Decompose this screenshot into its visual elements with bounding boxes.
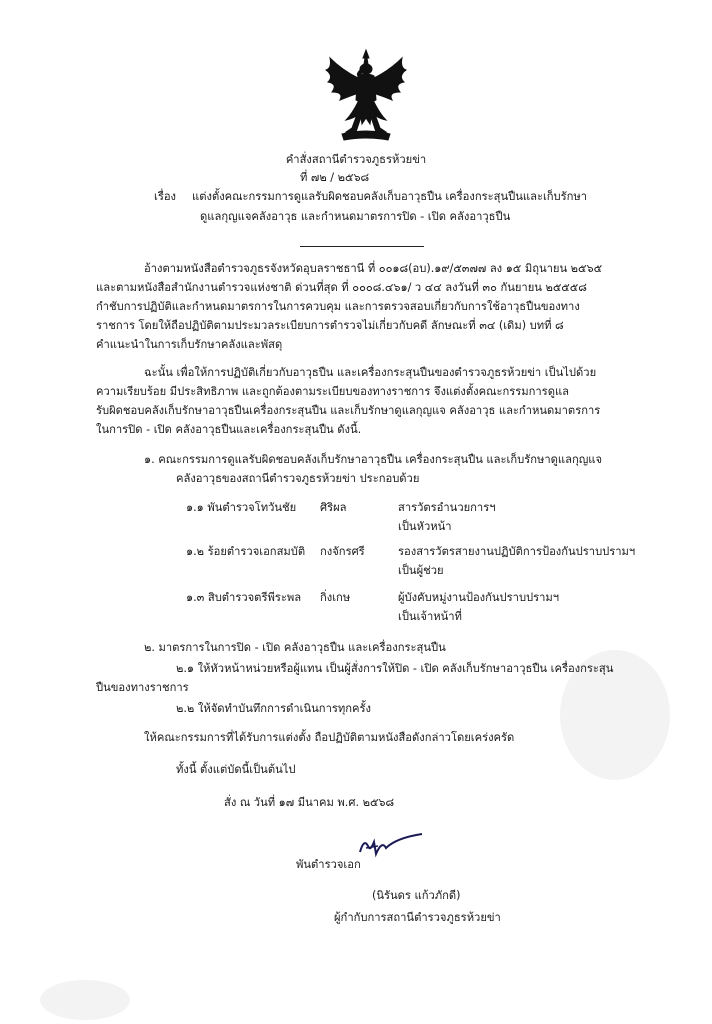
order-number: ที่ ๗๒ / ๒๕๖๘ [300, 171, 370, 184]
item1-line-1: ๑. คณะกรรมการดูแลรับผิดชอบคลังเก็บรักษาอาวุธปืน เครื่องกระสุนปืน และเก็บรักษาดูแลกุญแจ [144, 453, 603, 466]
intro-line-5: คำแนะนำในการเก็บรักษาคลังและพัสดุ [96, 338, 283, 351]
header-divider [300, 246, 424, 247]
para2-line-3: รับผิดชอบคลังเก็บรักษาอาวุธปืนเครื่องกระสุนปืน และเก็บรักษาดูแลกุญแจ คลังอาวุธ และกำหนดมาตรการ [96, 404, 601, 417]
member-role: เป็นเจ้าหน้าที่ [398, 610, 462, 623]
garuda-emblem-icon [322, 48, 410, 142]
order-date: สั่ง ณ วันที่ ๑๗ มีนาคม พ.ศ. ๒๕๖๘ [224, 796, 395, 809]
member-rank-name: ๑.๒ ร้อยตำรวจเอกสมบัติ [186, 545, 306, 558]
item1-line-2: คลังอาวุธของสถานีตำรวจภูธรห้วยข่า ประกอบด้วย [176, 472, 420, 485]
member-rank-name: ๑.๑ พันตำรวจโทวันชัย [186, 501, 297, 514]
member-surname: กงจักรศรี [320, 545, 365, 558]
subject-line-1: แต่งตั้งคณะกรรมการดูแลรับผิดชอบคลังเก็บอาวุธปืน เครื่องกระสุนปืนและเก็บรักษา [192, 190, 588, 203]
order-title: คำสั่งสถานีตำรวจภูธรห้วยข่า [285, 153, 427, 166]
member-position: สารวัตรอำนวยการฯ [398, 501, 496, 514]
scan-smudge [40, 980, 130, 1020]
intro-line-3: กำชับการปฏิบัติและกำหนดมาตรการในการควบคุม และการตรวจสอบเกี่ยวกับการใช้อาวุธปืนของทาง [96, 300, 580, 313]
intro-line-1: อ้างตามหนังสือตำรวจภูธรจังหวัดอุบลราชธานี ที่ ๐๐๑๘(อบ).๑๙/๕๓๗๗ ลง ๑๕ มิถุนายน ๒๕๖๕ [144, 262, 603, 275]
para2-line-2: ความเรียบร้อย มีประสิทธิภาพ และถูกต้องตามระเบียบของทางราชการ จึงแต่งตั้งคณะกรรมการดูแล [96, 385, 570, 398]
closing-line-2: ทั้งนี้ ตั้งแต่บัดนี้เป็นต้นไป [176, 763, 296, 776]
member-position: ผู้บังคับหมู่งานป้องกันปราบปรามฯ [398, 591, 560, 604]
item2-sub1-line-2: ปืนของทางราชการ [96, 681, 189, 694]
signer-rank: พันตำรวจเอก [296, 858, 361, 871]
subject-label: เรื่อง [154, 190, 177, 203]
signer-name: (นิรันดร แก้วภักดี) [372, 889, 461, 902]
member-position: รองสารวัตรสายงานปฏิบัติการป้องกันปราบปรามฯ [398, 545, 636, 558]
para2-line-1: ฉะนั้น เพื่อให้การปฏิบัติเกี่ยวกับอาวุธปืน และเครื่องกระสุนปืนของตำรวจภูธรห้วยข่า เป็นไปด้วย [144, 366, 597, 379]
intro-line-2: และตามหนังสือสำนักงานตำรวจแห่งชาติ ด่วนที่สุด ที่ ๐๐๐๘.๔๖๑/ ว ๔๔ ลงวันที่ ๓๐ กันยายน ๒๕๕๕๘ [96, 281, 587, 294]
member-surname: กิ่งเกษ [320, 591, 351, 604]
intro-line-4: ราชการ โดยให้ถือปฏิบัติตามประมวลระเบียบการตำรวจไม่เกี่ยวกับคดี ลักษณะที่ ๓๔ (เดิม) บทที่ ๘ [96, 319, 564, 332]
item2-sub1-line-1: ๒.๑ ให้หัวหน้าหน่วยหรือผู้แทน เป็นผู้สั่งการให้ปิด - เปิด คลังเก็บรักษาอาวุธปืน เครื่องกระสุน [176, 662, 614, 675]
member-role: เป็นหัวหน้า [398, 520, 452, 533]
subject-line-2: ดูแลกุญแจคลังอาวุธ และกำหนดมาตรการปิด - เปิด คลังอาวุธปืน [200, 210, 511, 223]
member-surname: ศิริผล [320, 501, 347, 514]
item2-title: ๒. มาตรการในการปิด - เปิด คลังอาวุธปืน และเครื่องกระสุนปืน [144, 641, 446, 654]
member-role: เป็นผู้ช่วย [398, 564, 444, 577]
handwritten-signature-icon [356, 832, 426, 860]
member-rank-name: ๑.๓ สิบตำรวจตรีพีระพล [186, 591, 302, 604]
para2-line-4: ในการปิด - เปิด คลังอาวุธปืนและเครื่องกระสุนปืน ดังนี้. [96, 423, 362, 436]
item2-sub2: ๒.๒ ให้จัดทำบันทึกการดำเนินการทุกครั้ง [176, 702, 371, 715]
closing-line-1: ให้คณะกรรมการที่ได้รับการแต่งตั้ง ถือปฏิบัติตามหนังสือดังกล่าวโดยเคร่งครัด [144, 731, 515, 744]
signer-title: ผู้กำกับการสถานีตำรวจภูธรห้วยข่า [334, 911, 501, 924]
